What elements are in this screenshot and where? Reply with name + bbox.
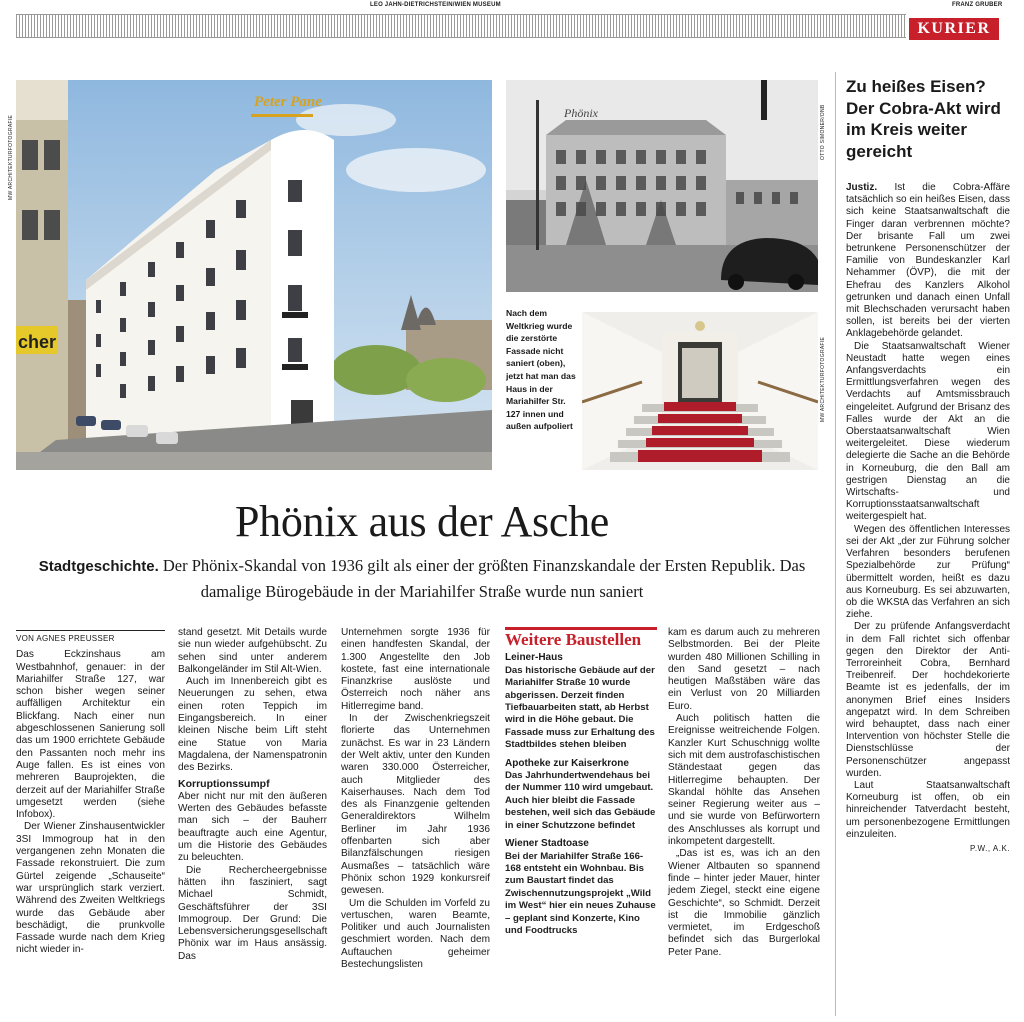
sidebar-kicker: Justiz. [846, 182, 878, 193]
paragraph: Der zu prüfende Anfangsverdacht in dem Fall richtet sich offenbar gegen den Direktor der Anti-Terroreinheit Cobra, Bernhard Treibenreif. Der hochdekorierte Beamte ist es jedenfalls, der im anonymen Brief eines Insiders angepatzt wird. In dem Schreiben wird behauptet, dass nach einer Intervention von höchster Stelle die Dienstschlüsse der Personenschützer angepasst wurden. [846, 621, 1010, 779]
svg-text:cher: cher [18, 332, 57, 352]
infobox-item-text: Das Jahrhundertwendehaus bei der Nummer 110 wird umgebaut. Auch hier bleibt die Fassade bestehen, weil sich das Gebäude in einer Schutzzone befindet [505, 770, 656, 831]
author-signature: P.W., A.K. [970, 843, 1010, 853]
photo-credit-top-left: LEO JAHN-DIETRICHSTEIN/WIEN MUSEUM [370, 2, 501, 8]
infobox-item-text: Bei der Mariahilfer Straße 166-168 entsteht ein Wohnbau. Bis zum Baustart findet das Zwischennutzungsprojekt „Wild im West“ hier ein neues Zuhause – geplant sind Konzerte, Kino und Foodtrucks [505, 850, 656, 936]
paragraph: Aber nicht nur mit den äußeren Werten des Gebäudes befasste man sich – der Bauherr beauftragte auch eine Agentur, um die Historie des Gebäudes zu beleuchten. [178, 790, 327, 864]
main-photo-building [16, 80, 492, 470]
historic-photo-credit: OTTO SIMONER/ONB [820, 104, 826, 160]
article-column-1 [16, 630, 165, 957]
article-headline: Phönix aus der Asche [234, 497, 610, 546]
paragraph: Laut Staatsanwaltschaft Korneuburg ist offen, ob ein hinreichender Tatverdacht besteht, um personenbezogene Ermittlungen einzuleiten. [846, 779, 1010, 840]
infobox-item-text: Das historische Gebäude auf der Mariahilfer Straße 10 wurde abgerissen. Derzeit finden Tiefbauarbeiten statt, ab Herbst wird in die Höhe gebaut. Die Fassade muss zur Erhaltung des Stadtbildes stehen bleiben [505, 664, 655, 751]
column-divider [835, 72, 836, 1016]
main-photo-credit: MW ARCHITEKTURFOTOGRAFIE [8, 114, 14, 200]
paragraph: Unternehmen sorgte 1936 für einen handfesten Skandal, der 1.300 Angestellte den Job kostete, fast eine internationale Finanzkrise auslöste und Österreich noch näher ans Hitlerregime band. [341, 627, 490, 712]
infobox-weitere-baustellen [505, 627, 657, 937]
paragraph: Auch politisch hatten die Ereignisse weitreichende Folgen. Kanzler Kurt Schuschnigg wollte sich mit dem austrofaschistischen Ständestaat gegen das Hitlerregime behaupten. Der Skandal höhlte das Ansehen seiner Regierung weiter aus – und sie wurde von Befürwortern des Anschlusses als korrupt und inkompetent dargestellt. [668, 713, 820, 848]
paragraph [846, 182, 1010, 341]
staircase-photo [582, 312, 818, 470]
article-column-2 [178, 627, 327, 963]
paragraph: Der Wiener Zinshausentwickler 3SI Immogroup hat in den vergangenen zehn Monaten die Fassade rekonstruiert. Die zum Gürtel zeigende „Schauseite“ war ursprünglich stark verziert. Während des Zweiten Weltkriegs wurde das Gebäude aber beschädigt, die prunkvolle Fassade wurde nach dem Krieg nicht wieder in- [16, 821, 165, 956]
article-subtitle [16, 553, 828, 604]
paragraph: Auch im Innenbereich gibt es Neuerungen zu sehen, etwa einen roten Teppich im Eingangsbereich. In einer kleinen Nische beim Lift steht eine Statue von Maria Magdalena, der Namenspatronin des Bezirks. [178, 676, 327, 774]
article-column-5 [668, 627, 820, 959]
paragraph: Die Staatsanwaltschaft Wiener Neustadt hatte wegen eines Anfangsverdachts ein Ermittlungsverfahren wegen des Verdachts auf Amtsmissbrauch eingeleitet. Aufgrund der Brisanz des Falles wurde der Akt an die Oberstaatsanwaltschaft Wien weitergeleitet. Diese wiederum delegierte die Sache an die Behörde in Korneuburg, die den Ball am gestrigen Dienstag an die Wirtschafts- und Korruptionsstaatsanwaltschaft weitergespielt hat. [846, 340, 1010, 523]
kurier-logo: KURIER [909, 18, 999, 40]
paragraph: In der Zwischenkriegszeit florierte das Unternehmen zunächst. Es war in 23 Ländern der Welt aktiv, unter den Kunden waren 330.000 Österreicher, auch Mitglieder des Kaiserhauses. Nach dem Tod des als Finanzgenie geltenden Generaldirektors Wilhelm Berliner im Jahr 1936 offenbarten sich aber Bilanzfälschungen riesigen Ausmaßes – tatsächlich wäre Phönix schon 1929 konkursreif gewesen. [341, 713, 490, 897]
paragraph: Das Eckzinshaus am Westbahnhof, genauer: in der Mariahilfer Straße 127, war schon bisher wegen seiner auffälligen Architektur ein Blickfang. Nach einer nun abgeschlossenen Sanierung soll das um 1900 errichtete Gebäude den Passanten noch mehr ins Auge fallen. Es ist eines von mehreren Bauprojekten, die derzeit auf der Mariahilfer Straße umgesetzt werden (siehe Infobox). [16, 649, 165, 821]
staircase-photo-credit: MW ARCHITEKTURFOTOGRAFIE [820, 336, 826, 422]
photo-credit-top-right: FRANZ GRUBER [952, 2, 1003, 8]
article-column-3 [341, 627, 490, 971]
paragraph: kam es darum auch zu mehreren Selbstmorden. Bei der Pleite wurden 480 Millionen Schilling in den Sand gesetzt – nach heutigen Maßstäben wäre das ein Verlust von 20 Milliarden Euro. [668, 627, 820, 712]
historic-photo-facade [506, 80, 818, 292]
sidebar-headline: Zu heißes Eisen? Der Cobra-Akt wird im Kreis weiter gereicht [846, 77, 1001, 161]
article-subtitle-text: Der Phönix-Skandal von 1936 gilt als einer der größten Finanzskandale der Ersten Republik. Das damalige Bürogebäude in der Mariahilfer Straße wurde nun saniert [162, 556, 806, 601]
svg-text:Phönix: Phönix [564, 106, 598, 120]
paragraph: Um die Schulden im Vorfeld zu vertuschen, waren Beamte, Politiker und auch Journalisten geschmiert worden. Nach dem Auftauchen geheimer Bestechungslisten [341, 897, 490, 971]
paragraph-text: Ist die Cobra-Affäre tatsächlich so ein heißes Eisen, dass sich keine Staatsanwaltschaft die Finger daran verbrennen möchte? Der brisante Fall um zwei betrunkene Personenschützer der Familie von Bundeskanzler Karl Nehammer (ÖVP), die mit der Ehefrau des Kanzlers Alkohol getrunken und danach einen Unfall mit Blechschaden verursacht haben sollen, ist bereits bei der vierten Anklagebehörde gelandet. [846, 182, 1011, 340]
section-heading-korruptionssumpf: Korruptionssumpf [178, 777, 270, 790]
infobox-item-heading: Leiner-Haus [505, 652, 563, 664]
article-byline: VON AGNES PREUSSER [16, 630, 165, 645]
infobox-title: Weitere Baustellen [505, 627, 657, 646]
infobox-item-heading: Apotheke zur Kaiserkrone [505, 757, 629, 769]
svg-text:Peter Pane: Peter Pane [254, 94, 322, 110]
sidebar-article [846, 182, 1010, 855]
paragraph: „Das ist es, was ich an den Wiener Altbauten so spannend finde – hinter jeder Mauer, hinter jedem Ziegel, steckt eine eigene Geschichte“, so Schmidt. Derzeit ist die Immobilie gänzlich vermietet, im Erdgeschoß befindet sich das Burgerlokal Peter Pane. [668, 848, 820, 958]
paragraph: Wegen des öffentlichen Interesses sei der Akt „der zur Führung solcher Verfahren besonders berufenen Spezialbehörde zur Prüfung“ übermittelt worden, heißt es dazu aus Korneuburg. Es sei abzuwarten, ob die WKStA das Verfahren an sich ziehe. [846, 523, 1010, 621]
header-barcode-strip [16, 14, 906, 38]
paragraph: Die Rechercheergebnisse hätten ihn fasziniert, sagt Michael Schmidt, Geschäftsführer der 3SI Immogroup. Der Grund: Die Lebensversicherungsgesellschaft Phönix war im Haus ansässig. Das [178, 864, 328, 962]
photo-caption: Nach dem Weltkrieg wurde die zerstörte Fassade nicht saniert (oben), jetzt hat man das Haus in der Mariahilfer Str. 127 innen und außen aufpoliert [506, 308, 576, 432]
paragraph: stand gesetzt. Mit Details wurde sie nun wieder aufgehübscht. Zu sehen sind unter anderem Balkongeländer im Stil Alt-Wien. [178, 627, 327, 675]
infobox-item-heading: Wiener Stadtoase [505, 838, 589, 850]
article-kicker: Stadtgeschichte. [38, 558, 159, 575]
